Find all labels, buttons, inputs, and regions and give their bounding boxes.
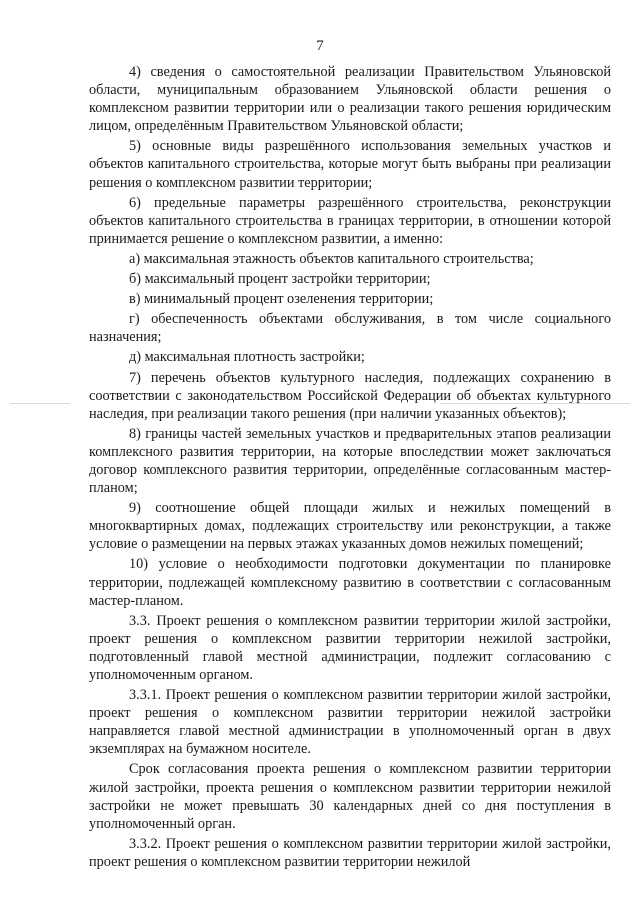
paragraph: Срок согласования проекта решения о комплексном развитии территории жилой застройки, проекта решения о комплексном развитии территории нежилой застройки не может превышать 30 календарных дней со дня поступления в уполномоченный орган. [89,761,611,832]
paragraph: б) максимальный процент застройки территории; [129,271,431,288]
page-number: 7 [316,38,324,54]
scan-artifact-line [10,403,70,404]
paragraph: 6) предельные параметры разрешённого строительства, реконструкции объектов капитального строительства в границах территории, в отношении которой принимается решение о комплексном развитии, а именно: [89,194,611,247]
paragraph: а) максимальная этажность объектов капитального строительства; [129,250,534,267]
paragraph: г) обеспеченность объектами обслуживания, в том числе социального назначения; [89,311,611,346]
paragraph: 4) сведения о самостоятельной реализации Правительством Ульяновской области, муниципальным образованием Ульяновской области решения о комплексном развитии территории или о реализации такого решения юридическим лицом, определённым Правительством Ульяновской области; [89,64,611,135]
paragraph: 9) соотношение общей площади жилых и нежилых помещений в многоквартирных домах, подлежащих строительству или реконструкции, а также условие о размещении на первых этажах указанных домов нежилых помещений; [89,500,611,553]
paragraph: 10) условие о необходимости подготовки документации по планировке территории, подлежащей комплексному развитию в соответствии с согласованным мастер-планом. [89,556,611,609]
paragraph: д) максимальная плотность застройки; [129,349,365,366]
document-body [89,63,611,873]
paragraph: 3.3.1. Проект решения о комплексном развитии территории жилой застройки, проект решения о комплексном развитии территории нежилой застройки направляется главой местной администрации в уполномоченный орган в двух экземплярах на бумажном носителе. [89,687,611,758]
paragraph: 7) перечень объектов культурного наследия, подлежащих сохранению в соответствии с законодательством Российской Федерации об объектах культурного наследия, при реализации такого решения (при наличии указанных объектов); [89,369,611,422]
paragraph: 3.3. Проект решения о комплексном развитии территории жилой застройки, проект решения о комплексном развитии территории нежилой застройки, подготовленный главой местной администрации, подлежит согласованию с уполномоченным органом. [89,612,611,683]
paragraph: 3.3.2. Проект решения о комплексном развитии территории жилой застройки, проект решения о комплексном развитии территории нежилой [89,835,611,870]
paragraph: 5) основные виды разрешённого использования земельных участков и объектов капитального строительства, которые могут быть выбраны при реализации решения о комплексном развитии территории; [89,138,611,191]
paragraph: в) минимальный процент озеленения территории; [129,291,434,308]
paragraph: 8) границы частей земельных участков и предварительных этапов реализации комплексного развития территории, на которые впоследствии может заключаться договор комплексного развития территории, определённые согласованным мастер-планом; [89,425,611,497]
